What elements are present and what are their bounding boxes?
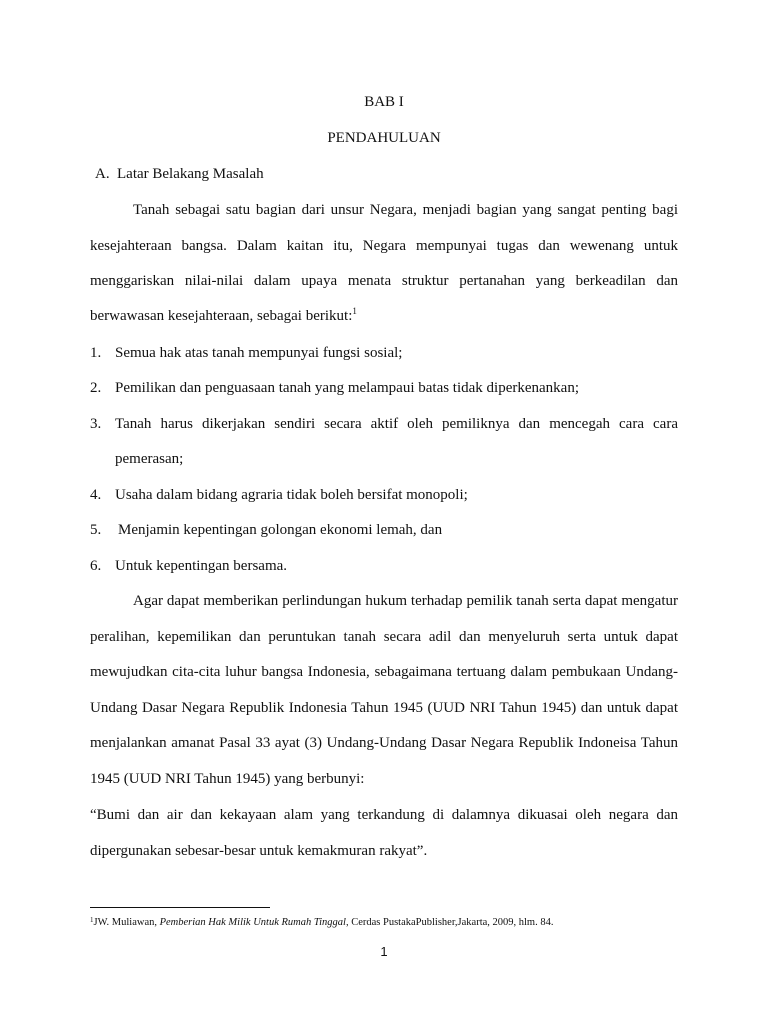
paragraph-line: Tanah sebagai satu bagian dari unsur Negara, menjadi bagian yang sangat penting bagi — [133, 202, 678, 218]
footnote-publication: , Cerdas PustakaPublisher,Jakarta, 2009, hlm. 84. — [345, 917, 554, 928]
section-label: A. — [95, 166, 110, 182]
list-item-text: Menjamin kepentingan golongan ekonomi lemah, dan — [118, 522, 443, 538]
paragraph-line-text: berwawasan kesejahteraan, sebagai berikut: — [90, 308, 353, 324]
footnote-author: JW. Muliawan, — [93, 917, 160, 928]
list-item-text: Untuk kepentingan bersama. — [115, 558, 288, 574]
list-item-text: Semua hak atas tanah mempunyai fungsi sosial; — [115, 345, 403, 361]
quote-line: dipergunakan sebesar-besar untuk kemakmuran rakyat”. — [90, 843, 428, 859]
paragraph-line: peralihan, kepemilikan dan peruntukan tanah secara adil dan menyeluruh serta untuk dapat — [90, 629, 678, 645]
list-item-number: 4. — [90, 487, 102, 503]
paragraph-line: Undang Dasar Negara Republik Indonesia Tahun 1945 (UUD NRI Tahun 1945) dan untuk dapat — [90, 700, 678, 716]
footnote-number: 1 — [90, 916, 94, 924]
section-title: Latar Belakang Masalah — [117, 166, 264, 182]
footnote-divider — [90, 907, 270, 908]
chapter-title: PENDAHULUAN — [327, 130, 441, 146]
paragraph-line: menjalankan amanat Pasal 33 ayat (3) Undang-Undang Dasar Negara Republik Indoneisa Tahun — [90, 735, 678, 751]
footnote-ref: 1 — [352, 306, 357, 316]
list-item-number: 5. — [90, 522, 102, 538]
paragraph-line: mewujudkan cita-cita luhur bangsa Indonesia, sebagaimana tertuang dalam pembukaan Undang- — [90, 664, 678, 680]
list-item-text: Tanah harus dikerjakan sendiri secara aktif oleh pemiliknya dan mencegah cara cara — [115, 416, 678, 432]
chapter-number: BAB I — [364, 94, 404, 110]
paragraph-line — [90, 308, 678, 325]
paragraph-line: Agar dapat memberikan perlindungan hukum terhadap pemilik tanah serta dapat mengatur — [133, 593, 678, 609]
page-number: 1 — [380, 944, 388, 959]
paragraph-line: menggariskan nilai-nilai dalam upaya menata struktur pertanahan yang berkeadilan dan — [90, 273, 678, 289]
list-item-text: Usaha dalam bidang agraria tidak boleh bersifat monopoli; — [115, 487, 468, 503]
footnote — [90, 917, 553, 928]
list-item-text: pemerasan; — [115, 451, 184, 467]
footnote-book-title: Pemberian Hak Milik Untuk Rumah Tinggal — [159, 917, 346, 928]
list-item-number: 1. — [90, 345, 102, 361]
paragraph-line: kesejahteraan bangsa. Dalam kaitan itu, Negara mempunyai tugas dan wewenang untuk — [90, 238, 678, 254]
quote-line: “Bumi dan air dan kekayaan alam yang terkandung di dalamnya dikuasai oleh negara dan — [90, 807, 678, 823]
list-item-text: Pemilikan dan penguasaan tanah yang melampaui batas tidak diperkenankan; — [115, 380, 580, 396]
list-item-number: 3. — [90, 416, 102, 432]
list-item-number: 6. — [90, 558, 102, 574]
paragraph-line: 1945 (UUD NRI Tahun 1945) yang berbunyi: — [90, 771, 365, 787]
list-item-number: 2. — [90, 380, 102, 396]
